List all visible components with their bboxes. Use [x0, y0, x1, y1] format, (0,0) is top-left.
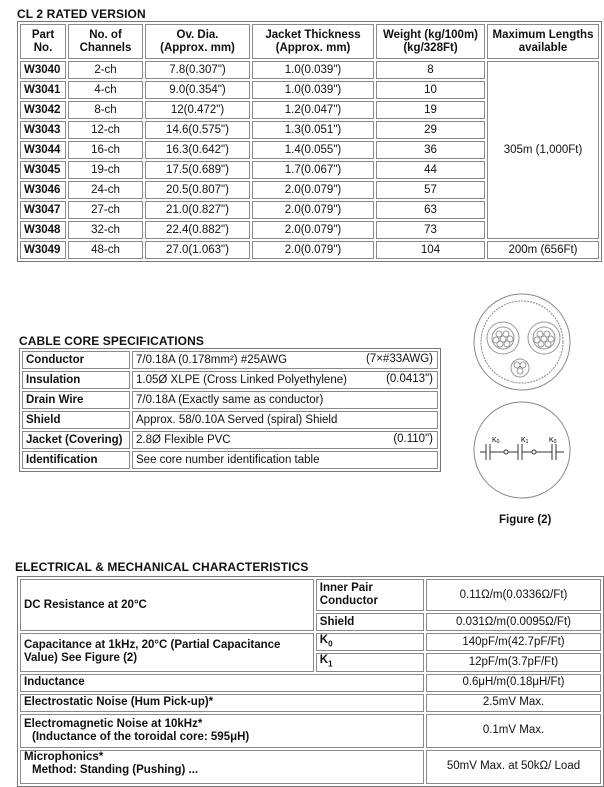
max-length-cell: 200m (656Ft) [487, 241, 599, 259]
k0-label: $K_0$ [316, 633, 424, 651]
capacitance-label: Capacitance at 1kHz, 20°C (Partial Capacitance Value) See Figure (2) [20, 633, 314, 672]
k0-value: 140pF/m(42.7pF/Ft) [426, 633, 601, 651]
jacket-cell: 1.2(0.047") [252, 101, 374, 119]
microphonics-label: Microphonics* Method: Standing (Pushing) ... [20, 750, 424, 784]
ov-dia-cell: 20.5(0.807") [145, 181, 250, 199]
inductance-value: 0.6μH/m(0.18μH/Ft) [426, 674, 601, 692]
col-jacket: Jacket Thickness (Approx. mm) [252, 24, 374, 59]
electromagnetic-noise-label: Electromagnetic Noise at 10kHz* (Inductance of the toroidal core: 595μH) [20, 714, 424, 748]
spec-label: Shield [22, 411, 130, 429]
weight-cell: 104 [376, 241, 485, 259]
dc-resistance-label: DC Resistance at 20°C [20, 579, 314, 631]
spec-value: 1.05Ø XLPE (Cross Linked Polyethylene) (0.0413") [132, 371, 438, 389]
part-no-cell: W3040 [20, 61, 66, 79]
ov-dia-cell: 14.6(0.575") [145, 121, 250, 139]
spec-label: Insulation [22, 371, 130, 389]
ov-dia-cell: 16.3(0.642") [145, 141, 250, 159]
inner-pair-label: Inner Pair Conductor [316, 579, 424, 611]
spec-label: Drain Wire [22, 391, 130, 409]
cable-cross-section-figure [466, 292, 578, 504]
col-weight: Weight (kg/100m) (kg/328Ft) [376, 24, 485, 59]
spec-value: 7/0.18A (Exactly same as conductor) [132, 391, 438, 409]
table-row [20, 61, 599, 79]
channels-cell: 48-ch [68, 241, 143, 259]
part-no-cell: W3041 [20, 81, 66, 99]
rated-header-row [20, 24, 599, 59]
channels-cell: 27-ch [68, 201, 143, 219]
jacket-cell: 1.0(0.039") [252, 61, 374, 79]
spec-value: Approx. 58/0.10A Served (spiral) Shield [132, 411, 438, 429]
channels-cell: 32-ch [68, 221, 143, 239]
weight-cell: 57 [376, 181, 485, 199]
jacket-cell: 2.0(0.079") [252, 181, 374, 199]
table-row [22, 371, 438, 389]
k0-left-label: K0 [492, 437, 500, 445]
channels-cell: 24-ch [68, 181, 143, 199]
ov-dia-cell: 12(0.472") [145, 101, 250, 119]
spec-value: See core number identification table [132, 451, 438, 469]
spec-label: Jacket (Covering) [22, 431, 130, 449]
col-ov-dia: Ov. Dia. (Approx. mm) [145, 24, 250, 59]
figure-caption: Figure (2) [499, 514, 552, 526]
table-row [20, 241, 599, 259]
channels-cell: 16-ch [68, 141, 143, 159]
part-no-cell: W3047 [20, 201, 66, 219]
shield-label: Shield [316, 613, 424, 631]
weight-cell: 29 [376, 121, 485, 139]
table-row [20, 750, 601, 784]
spec-label: Identification [22, 451, 130, 469]
jacket-cell: 1.7(0.067") [252, 161, 374, 179]
ov-dia-cell: 22.4(0.882") [145, 221, 250, 239]
part-no-cell: W3042 [20, 101, 66, 119]
part-no-cell: W3046 [20, 181, 66, 199]
col-part-no: Part No. [20, 24, 66, 59]
k0-right-label: K0 [549, 437, 557, 445]
part-no-cell: W3045 [20, 161, 66, 179]
channels-cell: 2-ch [68, 61, 143, 79]
weight-cell: 10 [376, 81, 485, 99]
jacket-cell: 2.0(0.079") [252, 201, 374, 219]
jacket-cell: 2.0(0.079") [252, 241, 374, 259]
channels-cell: 4-ch [68, 81, 143, 99]
table-row [20, 633, 601, 651]
channels-cell: 19-ch [68, 161, 143, 179]
table-row [20, 674, 601, 692]
k1-label: K1 [521, 437, 529, 445]
spec-value: 7/0.18A (0.178mm²) #25AWG (7×#33AWG) [132, 351, 438, 369]
weight-cell: 44 [376, 161, 485, 179]
ov-dia-cell: 9.0(0.354") [145, 81, 250, 99]
spec-extra: (0.110") [393, 433, 433, 445]
electrostatic-noise-value: 2.5mV Max. [426, 694, 601, 712]
part-no-cell: W3044 [20, 141, 66, 159]
weight-cell: 8 [376, 61, 485, 79]
k1-value: 12pF/m(3.7pF/Ft) [426, 653, 601, 671]
spec-extra: (0.0413") [386, 373, 433, 385]
table-row [22, 391, 438, 409]
spec-value: 2.8Ø Flexible PVC (0.110") [132, 431, 438, 449]
jacket-cell: 1.0(0.039") [252, 81, 374, 99]
weight-cell: 19 [376, 101, 485, 119]
core-spec-table [19, 348, 441, 472]
weight-cell: 63 [376, 201, 485, 219]
inductance-label: Inductance [20, 674, 424, 692]
electromagnetic-noise-value: 0.1mV Max. [426, 714, 601, 748]
max-length-cell: 305m (1,000Ft) [487, 61, 599, 239]
inner-pair-value: 0.11Ω/m(0.0336Ω/Ft) [426, 579, 601, 611]
shield-value: 0.031Ω/m(0.0095Ω/Ft) [426, 613, 601, 631]
weight-cell: 36 [376, 141, 485, 159]
table-row [22, 451, 438, 469]
k1-label: $K_1$ [316, 653, 424, 671]
table-row [20, 579, 601, 611]
table-row [22, 431, 438, 449]
col-max-length: Maximum Lengths available [487, 24, 599, 59]
channels-cell: 12-ch [68, 121, 143, 139]
ov-dia-cell: 21.0(0.827") [145, 201, 250, 219]
jacket-cell: 1.4(0.055") [252, 141, 374, 159]
ov-dia-cell: 7.8(0.307") [145, 61, 250, 79]
electrostatic-noise-label: Electrostatic Noise (Hum Pick-up)* [20, 694, 424, 712]
jacket-cell: 2.0(0.079") [252, 221, 374, 239]
elec-title: ELECTRICAL & MECHANICAL CHARACTERISTICS [15, 560, 309, 574]
ov-dia-cell: 27.0(1.063") [145, 241, 250, 259]
table-row [20, 694, 601, 712]
table-row [20, 714, 601, 748]
microphonics-value: 50mV Max. at 50kΩ/ Load [426, 750, 601, 784]
jacket-cell: 1.3(0.051") [252, 121, 374, 139]
elec-mech-table [17, 576, 604, 787]
part-no-cell: W3048 [20, 221, 66, 239]
rated-version-table [17, 21, 602, 262]
col-channels: No. of Channels [68, 24, 143, 59]
spec-extra: (7×#33AWG) [365, 353, 433, 365]
table-row [22, 411, 438, 429]
part-no-cell: W3043 [20, 121, 66, 139]
table-row [22, 351, 438, 369]
ov-dia-cell: 17.5(0.689") [145, 161, 250, 179]
core-title: CABLE CORE SPECIFICATIONS [19, 334, 204, 348]
channels-cell: 8-ch [68, 101, 143, 119]
weight-cell: 73 [376, 221, 485, 239]
spec-label: Conductor [22, 351, 130, 369]
part-no-cell: W3049 [20, 241, 66, 259]
rated-title: CL 2 RATED VERSION [17, 7, 146, 21]
